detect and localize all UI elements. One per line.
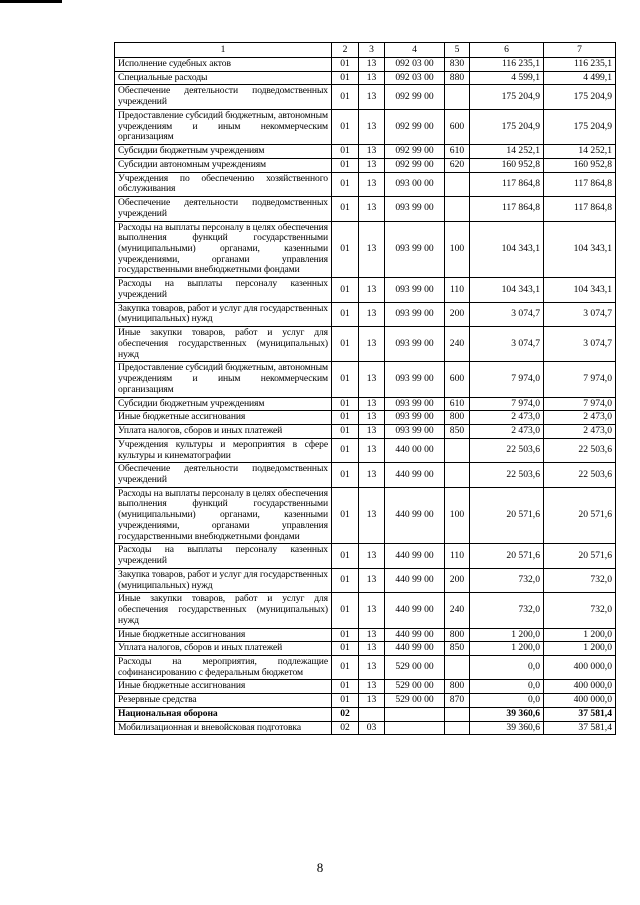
table-row (115, 425, 616, 439)
subsection-code: 13 (359, 158, 385, 172)
amount-col-6: 2 473,0 (470, 411, 544, 425)
amount-col-7: 732,0 (544, 568, 616, 592)
amount-col-6: 104 343,1 (470, 278, 544, 302)
row-name: Расходы на выплаты персоналу казенных учреждений (115, 544, 332, 568)
amount-col-6: 20 571,6 (470, 487, 544, 544)
subsection-code: 13 (359, 221, 385, 278)
section-code: 01 (332, 463, 359, 487)
expense-type-code (445, 85, 470, 109)
row-name: Обеспечение деятельности подведомственных учреждений (115, 85, 332, 109)
subsection-code: 13 (359, 278, 385, 302)
expense-type-code: 240 (445, 327, 470, 362)
section-code: 01 (332, 568, 359, 592)
table-row (115, 694, 616, 708)
target-article-code: 092 99 00 (385, 85, 445, 109)
row-name: Расходы на выплаты персоналу в целях обеспечения выполнения функций государственными (муниципальными) органами, казенными учреждениями, органами управления государственными внебюджетными фондами (115, 221, 332, 278)
target-article-code: 092 99 00 (385, 109, 445, 144)
target-article-code: 092 99 00 (385, 158, 445, 172)
expense-type-code: 610 (445, 145, 470, 159)
row-name: Обеспечение деятельности подведомственных учреждений (115, 463, 332, 487)
target-article-code (385, 707, 445, 721)
target-article-code: 529 00 00 (385, 680, 445, 694)
section-code: 01 (332, 278, 359, 302)
expense-type-code: 800 (445, 628, 470, 642)
amount-col-7: 732,0 (544, 593, 616, 628)
row-name: Учреждения по обеспечению хозяйственного обслуживания (115, 172, 332, 196)
amount-col-7: 117 864,8 (544, 197, 616, 221)
subsection-code: 13 (359, 411, 385, 425)
top-rule (0, 0, 62, 3)
amount-col-7: 7 974,0 (544, 362, 616, 397)
header-col-2: 2 (332, 43, 359, 58)
header-col-6: 6 (470, 43, 544, 58)
subsection-code: 13 (359, 438, 385, 462)
table-row (115, 397, 616, 411)
expense-type-code (445, 438, 470, 462)
target-article-code: 093 99 00 (385, 411, 445, 425)
section-code: 01 (332, 628, 359, 642)
row-name: Иные закупки товаров, работ и услуг для обеспечения государственных (муниципальных) нужд (115, 327, 332, 362)
subsection-code: 13 (359, 397, 385, 411)
budget-table (114, 42, 616, 735)
amount-col-7: 7 974,0 (544, 397, 616, 411)
expense-type-code: 880 (445, 71, 470, 85)
target-article-code: 529 00 00 (385, 655, 445, 679)
expense-type-code (445, 707, 470, 721)
target-article-code: 440 99 00 (385, 593, 445, 628)
table-row (115, 302, 616, 326)
table-row (115, 109, 616, 144)
amount-col-7: 20 571,6 (544, 544, 616, 568)
amount-col-7: 400 000,0 (544, 680, 616, 694)
subsection-code: 13 (359, 302, 385, 326)
header-col-1: 1 (115, 43, 332, 58)
amount-col-6: 0,0 (470, 680, 544, 694)
section-code: 01 (332, 694, 359, 708)
row-name: Закупка товаров, работ и услуг для государственных (муниципальных) нужд (115, 568, 332, 592)
row-name: Расходы на мероприятия, подлежащие софинансированию с федеральным бюджетом (115, 655, 332, 679)
amount-col-6: 14 252,1 (470, 145, 544, 159)
subsection-code: 13 (359, 425, 385, 439)
header-col-4: 4 (385, 43, 445, 58)
target-article-code: 440 99 00 (385, 487, 445, 544)
amount-col-7: 2 473,0 (544, 411, 616, 425)
table-row (115, 362, 616, 397)
row-name: Специальные расходы (115, 71, 332, 85)
subsection-code: 13 (359, 58, 385, 72)
amount-col-7: 160 952,8 (544, 158, 616, 172)
amount-col-6: 0,0 (470, 655, 544, 679)
table-row (115, 438, 616, 462)
section-code: 02 (332, 721, 359, 735)
row-name: Резервные средства (115, 694, 332, 708)
amount-col-6: 20 571,6 (470, 544, 544, 568)
amount-col-6: 732,0 (470, 593, 544, 628)
amount-col-6: 1 200,0 (470, 628, 544, 642)
section-code: 01 (332, 302, 359, 326)
subsection-code (359, 707, 385, 721)
amount-col-7: 2 473,0 (544, 425, 616, 439)
header-col-5: 5 (445, 43, 470, 58)
subsection-code: 13 (359, 487, 385, 544)
amount-col-7: 400 000,0 (544, 655, 616, 679)
table-row (115, 85, 616, 109)
expense-type-code (445, 655, 470, 679)
expense-type-code: 240 (445, 593, 470, 628)
table-row (115, 593, 616, 628)
amount-col-6: 117 864,8 (470, 197, 544, 221)
subsection-code: 13 (359, 327, 385, 362)
subsection-code: 13 (359, 544, 385, 568)
target-article-code: 093 99 00 (385, 425, 445, 439)
table-row (115, 411, 616, 425)
table-row (115, 158, 616, 172)
amount-col-7: 117 864,8 (544, 172, 616, 196)
amount-col-6: 175 204,9 (470, 85, 544, 109)
amount-col-7: 400 000,0 (544, 694, 616, 708)
amount-col-7: 4 499,1 (544, 71, 616, 85)
subsection-code: 13 (359, 694, 385, 708)
amount-col-7: 37 581,4 (544, 707, 616, 721)
amount-col-6: 3 074,7 (470, 327, 544, 362)
section-code: 01 (332, 487, 359, 544)
table-row (115, 145, 616, 159)
amount-col-6: 7 974,0 (470, 397, 544, 411)
amount-col-6: 104 343,1 (470, 221, 544, 278)
expense-type-code: 110 (445, 278, 470, 302)
amount-col-6: 7 974,0 (470, 362, 544, 397)
target-article-code: 093 99 00 (385, 397, 445, 411)
amount-col-6: 116 235,1 (470, 58, 544, 72)
expense-type-code: 110 (445, 544, 470, 568)
amount-col-7: 1 200,0 (544, 642, 616, 656)
table-row (115, 327, 616, 362)
amount-col-7: 20 571,6 (544, 487, 616, 544)
subsection-code: 13 (359, 655, 385, 679)
expense-type-code: 800 (445, 680, 470, 694)
row-name: Учреждения культуры и мероприятия в сфере культуры и кинематографии (115, 438, 332, 462)
expense-type-code (445, 197, 470, 221)
header-col-7: 7 (544, 43, 616, 58)
section-code: 01 (332, 362, 359, 397)
target-article-code: 092 03 00 (385, 71, 445, 85)
target-article-code: 440 99 00 (385, 463, 445, 487)
amount-col-7: 37 581,4 (544, 721, 616, 735)
subsection-code: 13 (359, 463, 385, 487)
target-article-code: 092 03 00 (385, 58, 445, 72)
row-name: Обеспечение деятельности подведомственных учреждений (115, 197, 332, 221)
section-code: 01 (332, 655, 359, 679)
expense-type-code: 200 (445, 568, 470, 592)
target-article-code: 440 99 00 (385, 642, 445, 656)
row-name: Уплата налогов, сборов и иных платежей (115, 642, 332, 656)
amount-col-7: 175 204,9 (544, 109, 616, 144)
amount-col-7: 14 252,1 (544, 145, 616, 159)
row-name: Расходы на выплаты персоналу в целях обеспечения выполнения функций государственными (муниципальными) органами, казенными учреждениями, органами управления государственными внебюджетными фондами (115, 487, 332, 544)
section-code: 01 (332, 58, 359, 72)
amount-col-6: 39 360,6 (470, 707, 544, 721)
amount-col-6: 160 952,8 (470, 158, 544, 172)
section-code: 01 (332, 593, 359, 628)
row-name: Иные бюджетные ассигнования (115, 628, 332, 642)
target-article-code: 440 99 00 (385, 568, 445, 592)
expense-type-code: 600 (445, 109, 470, 144)
table-row (115, 71, 616, 85)
subsection-code: 13 (359, 197, 385, 221)
table-row (115, 655, 616, 679)
amount-col-7: 22 503,6 (544, 438, 616, 462)
table-row (115, 680, 616, 694)
target-article-code: 093 99 00 (385, 362, 445, 397)
subsection-code: 13 (359, 568, 385, 592)
row-name: Закупка товаров, работ и услуг для государственных (муниципальных) нужд (115, 302, 332, 326)
expense-type-code: 850 (445, 642, 470, 656)
section-code: 01 (332, 425, 359, 439)
expense-type-code: 850 (445, 425, 470, 439)
section-code: 01 (332, 109, 359, 144)
target-article-code: 529 00 00 (385, 694, 445, 708)
page-number: 8 (316, 860, 324, 875)
target-article-code: 093 99 00 (385, 221, 445, 278)
section-code: 01 (332, 642, 359, 656)
section-code: 01 (332, 680, 359, 694)
section-code: 01 (332, 158, 359, 172)
subsection-code: 13 (359, 680, 385, 694)
subsection-code: 13 (359, 145, 385, 159)
expense-type-code (445, 172, 470, 196)
amount-col-6: 1 200,0 (470, 642, 544, 656)
amount-col-6: 22 503,6 (470, 463, 544, 487)
amount-col-6: 2 473,0 (470, 425, 544, 439)
table-row (115, 278, 616, 302)
section-code: 01 (332, 85, 359, 109)
section-code: 01 (332, 71, 359, 85)
target-article-code: 440 00 00 (385, 438, 445, 462)
table-row (115, 172, 616, 196)
section-code: 02 (332, 707, 359, 721)
table-row (115, 642, 616, 656)
amount-col-6: 3 074,7 (470, 302, 544, 326)
subsection-code: 13 (359, 642, 385, 656)
subsection-code: 13 (359, 593, 385, 628)
section-code: 01 (332, 438, 359, 462)
target-article-code (385, 721, 445, 735)
row-name: Мобилизационная и вневойсковая подготовка (115, 721, 332, 735)
amount-col-7: 175 204,9 (544, 85, 616, 109)
table-row (115, 707, 616, 721)
expense-type-code: 200 (445, 302, 470, 326)
expense-type-code: 610 (445, 397, 470, 411)
expense-type-code: 830 (445, 58, 470, 72)
table-row (115, 487, 616, 544)
section-code: 01 (332, 411, 359, 425)
header-row (115, 43, 616, 58)
amount-col-7: 104 343,1 (544, 221, 616, 278)
target-article-code: 440 99 00 (385, 544, 445, 568)
table-row (115, 58, 616, 72)
amount-col-6: 117 864,8 (470, 172, 544, 196)
target-article-code: 093 99 00 (385, 302, 445, 326)
amount-col-7: 3 074,7 (544, 327, 616, 362)
target-article-code: 093 99 00 (385, 327, 445, 362)
row-name: Субсидии бюджетным учреждениям (115, 145, 332, 159)
table-body (115, 58, 616, 735)
section-code: 01 (332, 145, 359, 159)
expense-type-code: 620 (445, 158, 470, 172)
section-code: 01 (332, 197, 359, 221)
table-row (115, 463, 616, 487)
target-article-code: 093 99 00 (385, 278, 445, 302)
amount-col-6: 4 599,1 (470, 71, 544, 85)
subsection-code: 13 (359, 172, 385, 196)
target-article-code: 093 00 00 (385, 172, 445, 196)
table-row (115, 197, 616, 221)
amount-col-6: 22 503,6 (470, 438, 544, 462)
amount-col-7: 1 200,0 (544, 628, 616, 642)
row-name: Субсидии бюджетным учреждениям (115, 397, 332, 411)
row-name: Предоставление субсидий бюджетным, автономным учреждениям и иным некоммерческим организациям (115, 362, 332, 397)
target-article-code: 092 99 00 (385, 145, 445, 159)
subsection-code: 03 (359, 721, 385, 735)
row-name: Иные бюджетные ассигнования (115, 680, 332, 694)
expense-type-code: 870 (445, 694, 470, 708)
row-name: Предоставление субсидий бюджетным, автономным учреждениям и иным некоммерческим организациям (115, 109, 332, 144)
row-name: Исполнение судебных актов (115, 58, 332, 72)
subsection-code: 13 (359, 109, 385, 144)
amount-col-7: 116 235,1 (544, 58, 616, 72)
amount-col-6: 39 360,6 (470, 721, 544, 735)
subsection-code: 13 (359, 362, 385, 397)
row-name: Иные бюджетные ассигнования (115, 411, 332, 425)
table-row (115, 221, 616, 278)
expense-type-code: 800 (445, 411, 470, 425)
expense-type-code (445, 463, 470, 487)
expense-type-code: 100 (445, 487, 470, 544)
section-code: 01 (332, 172, 359, 196)
row-name: Расходы на выплаты персоналу казенных учреждений (115, 278, 332, 302)
section-code: 01 (332, 397, 359, 411)
expense-type-code: 100 (445, 221, 470, 278)
amount-col-7: 22 503,6 (544, 463, 616, 487)
section-code: 01 (332, 327, 359, 362)
subsection-code: 13 (359, 85, 385, 109)
row-name: Субсидии автономным учреждениям (115, 158, 332, 172)
table-row (115, 721, 616, 735)
amount-col-6: 175 204,9 (470, 109, 544, 144)
section-code: 01 (332, 221, 359, 278)
expense-type-code (445, 721, 470, 735)
row-name: Иные закупки товаров, работ и услуг для обеспечения государственных (муниципальных) нужд (115, 593, 332, 628)
header-col-3: 3 (359, 43, 385, 58)
table-row (115, 544, 616, 568)
expense-type-code: 600 (445, 362, 470, 397)
subsection-code: 13 (359, 628, 385, 642)
table-row (115, 568, 616, 592)
amount-col-6: 0,0 (470, 694, 544, 708)
target-article-code: 093 99 00 (385, 197, 445, 221)
table-row (115, 628, 616, 642)
target-article-code: 440 99 00 (385, 628, 445, 642)
subsection-code: 13 (359, 71, 385, 85)
amount-col-7: 3 074,7 (544, 302, 616, 326)
row-name: Уплата налогов, сборов и иных платежей (115, 425, 332, 439)
section-code: 01 (332, 544, 359, 568)
amount-col-6: 732,0 (470, 568, 544, 592)
row-name: Национальная оборона (115, 707, 332, 721)
amount-col-7: 104 343,1 (544, 278, 616, 302)
